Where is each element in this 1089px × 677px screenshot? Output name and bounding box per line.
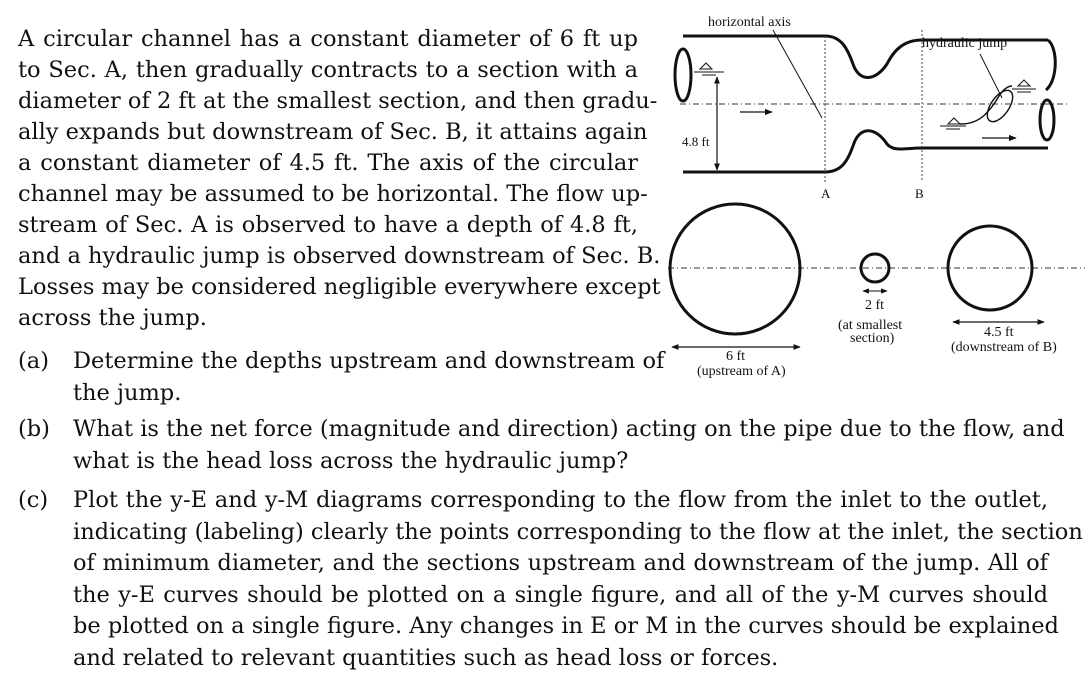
dimension-label: 4.5 ft — [984, 325, 1014, 340]
water-surface-icon — [694, 63, 724, 75]
jump-leader-line — [980, 54, 1002, 98]
intro-line: across the jump. — [18, 305, 207, 331]
part-line: What is the net force (magnitude and direction) acting on the pipe due to the flow, and — [73, 416, 1065, 442]
part-line: and related to relevant quantities such as head loss or forces. — [73, 644, 779, 671]
intro-line: stream of Sec. A is observed to have a depth of 4.8 ft, — [18, 212, 638, 238]
part-label: (b) — [18, 416, 50, 442]
inlet-ellipse — [675, 49, 691, 101]
part-line: of minimum diameter, and the sections upstream and downstream of the jump. All of — [73, 550, 1048, 576]
part-label: (c) — [18, 487, 49, 513]
depth-label: 4.8 ft — [682, 134, 710, 149]
intro-line: and a hydraulic jump is observed downstream of Sec. B. — [18, 243, 661, 269]
dimension-label: 2 ft — [865, 298, 885, 313]
part-line: Determine the depths upstream and downstream of — [73, 348, 665, 374]
intro-line: A circular channel has a constant diameter of 6 ft up — [18, 26, 638, 52]
dimension-note: (upstream of A) — [697, 364, 786, 379]
section-a-label: A — [821, 186, 831, 201]
section-b-label: B — [915, 186, 924, 201]
part-line: the y-E curves should be plotted on a single figure, and all of the y-M curves should — [73, 581, 1048, 608]
dimension-note: (at smallest — [838, 318, 903, 333]
part-line: what is the head loss across the hydraulic jump? — [73, 447, 629, 474]
dimension-note: section) — [850, 331, 895, 346]
question-part-c — [18, 485, 1083, 674]
horizontal-axis-label: horizontal axis — [708, 15, 791, 30]
part-line: be plotted on a single figure. Any changes in E or M in the curves should be explained — [73, 613, 1059, 639]
outlet-ellipse — [1040, 100, 1054, 140]
jump-roller — [982, 86, 1017, 126]
problem-intro — [18, 24, 661, 334]
question-part-b — [18, 414, 1065, 477]
axis-leader-line — [773, 30, 822, 118]
intro-line: a constant diameter of 4.5 ft. The axis of the circular — [18, 150, 638, 176]
dimension-note: (downstream of B) — [951, 340, 1057, 355]
part-label: (a) — [18, 348, 49, 374]
question-part-a — [18, 346, 665, 409]
channel-figure — [660, 0, 1089, 395]
intro-line: ally expands but downstream of Sec. B, it attains again — [18, 119, 648, 145]
dimension-label: 6 ft — [726, 349, 746, 364]
part-line: the jump. — [73, 379, 182, 406]
intro-line: diameter of 2 ft at the smallest section, and then gradu- — [18, 88, 658, 114]
channel-bottom-wall — [683, 131, 1048, 172]
intro-line: Losses may be considered negligible everywhere except — [18, 274, 661, 300]
intro-line: to Sec. A, then gradually contracts to a section with a — [18, 57, 638, 83]
hydraulic-jump-label: hydraulic jump — [922, 36, 1008, 51]
outlet-upper-lip — [1046, 40, 1055, 90]
part-line: Plot the y-E and y-M diagrams corresponding to the flow from the inlet to the outlet, — [73, 487, 1048, 513]
intro-line: channel may be assumed to be horizontal. The flow up- — [18, 181, 648, 207]
cross-section-upstream — [670, 204, 800, 334]
water-surface-icon — [1012, 80, 1036, 92]
part-line: indicating (labeling) clearly the points corresponding to the flow at the inlet, the section — [73, 518, 1083, 545]
